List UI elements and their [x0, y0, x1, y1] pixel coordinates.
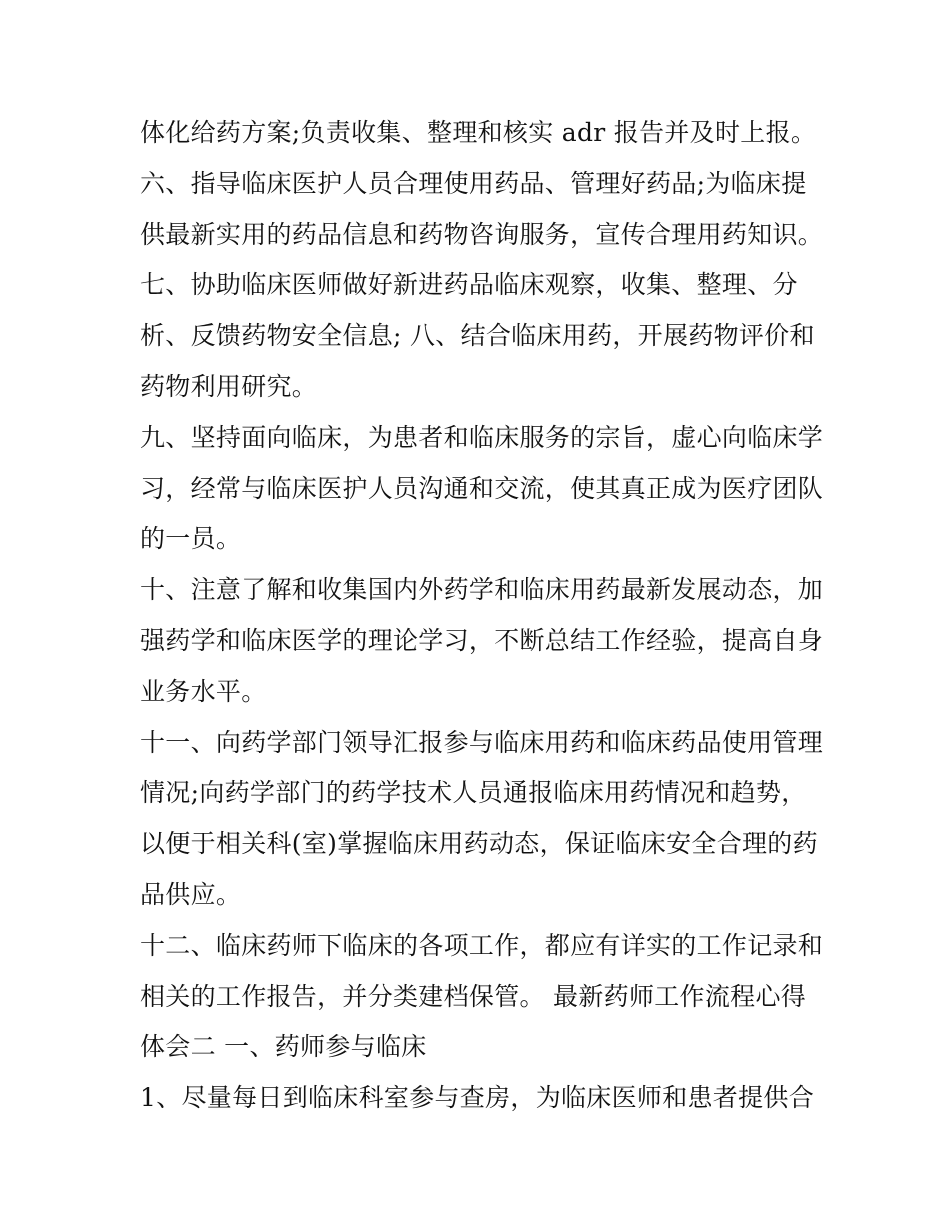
text-line: 十一、向药学部门领导汇报参与临床用药和临床药品使用管理: [140, 727, 824, 757]
text-line: 六、指导临床医护人员合理使用药品、管理好药品;为临床提: [140, 168, 807, 198]
text-line: 供最新实用的药品信息和药物咨询服务，宣传合理用药知识。: [140, 219, 824, 249]
text-line: 业务水平。: [140, 676, 267, 706]
text-line: 情况;向药学部门的药学技术人员通报临床用药情况和趋势，: [140, 778, 807, 808]
text-line: 品供应。: [140, 879, 242, 909]
text-line: 1、尽量每日到临床科室参与查房，为临床医师和患者提供合: [140, 1083, 815, 1113]
text-line: 体化给药方案;负责收集、整理和核实 adr 报告并及时上报。: [140, 118, 817, 147]
text-line: 的一员。: [140, 524, 242, 554]
document-page: [140, 108, 830, 1124]
text-line: 相关的工作报告，并分类建档保管。 最新药师工作流程心得: [140, 981, 807, 1011]
text-line: 习，经常与临床医护人员沟通和交流，使其真正成为医疗团队: [140, 473, 824, 503]
text-line: 药物利用研究。: [140, 371, 318, 401]
text-line: 九、坚持面向临床，为患者和临床服务的宗旨，虚心向临床学: [140, 422, 824, 452]
text-line: 体会二 一、药师参与临床: [140, 1032, 427, 1062]
text-line: 十、注意了解和收集国内外药学和临床用药最新发展动态，加: [140, 575, 824, 605]
text-line: 以便于相关科(室)掌握临床用药动态，保证临床安全合理的药: [140, 829, 818, 859]
text-line: 十二、临床药师下临床的各项工作，都应有详实的工作记录和: [140, 930, 824, 960]
text-line: 七、协助临床医师做好新进药品临床观察，收集、整理、分: [140, 270, 798, 300]
text-line: 析、反馈药物安全信息; 八、结合临床用药，开展药物评价和: [140, 321, 815, 351]
text-line: 强药学和临床医学的理论学习，不断总结工作经验，提高自身: [140, 625, 824, 655]
